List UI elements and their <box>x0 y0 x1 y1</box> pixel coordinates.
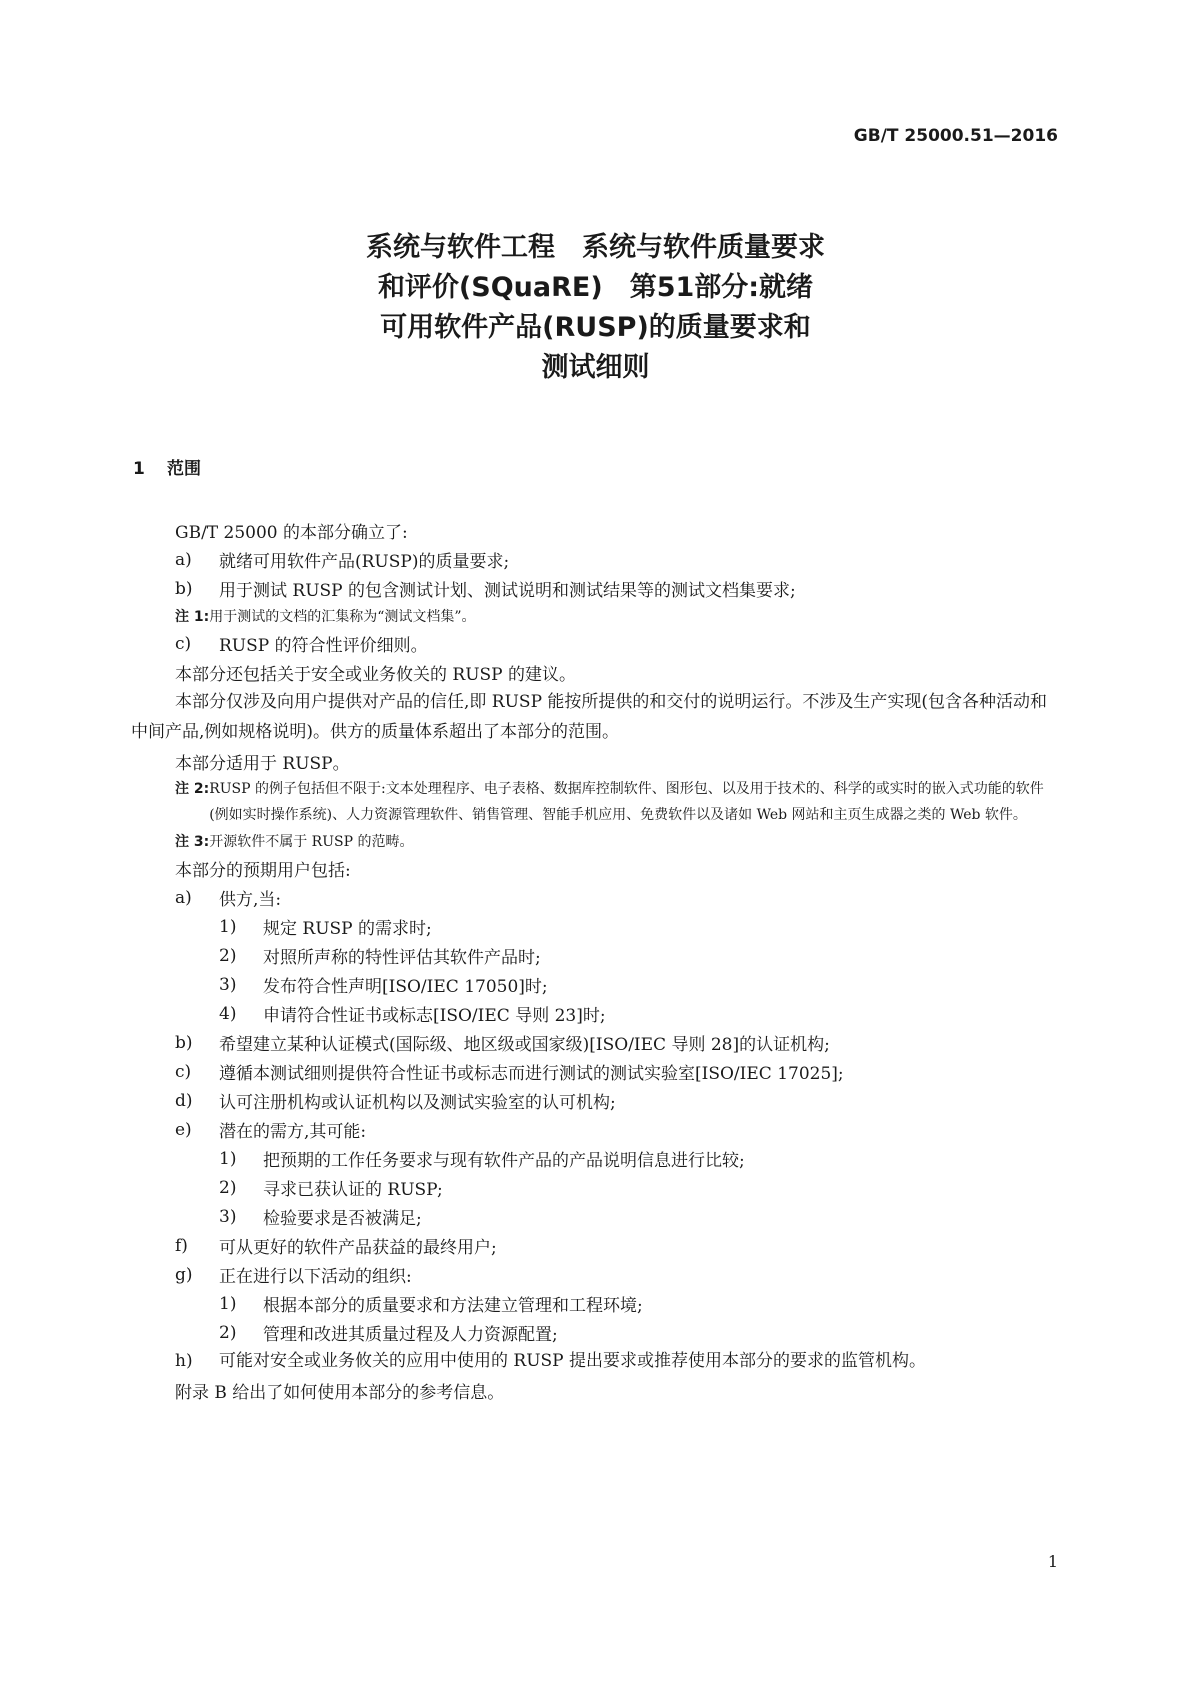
sub-list-item <box>131 1289 1061 1318</box>
standard-code: GB/T 25000.51—2016 <box>853 126 1058 146</box>
list-text: 认可注册机构或认证机构以及测试实验室的认可机构; <box>219 1093 616 1113</box>
list-item <box>131 1260 1061 1289</box>
list-marker: c) <box>175 1061 192 1082</box>
note-label: 注 3: <box>175 834 210 850</box>
list-text: 可从更好的软件产品获益的最终用户; <box>219 1238 497 1258</box>
list-text: 把预期的工作任务要求与现有软件产品的产品说明信息进行比较; <box>263 1151 745 1171</box>
list-marker: 1) <box>219 1293 237 1314</box>
list-marker: b) <box>175 1032 193 1053</box>
note <box>131 603 1061 629</box>
document-body <box>131 516 1061 1405</box>
paragraph: 本部分适用于 RUSP。 <box>175 754 350 774</box>
list-item <box>131 1231 1061 1260</box>
list-marker: 3) <box>219 974 237 995</box>
list-marker: a) <box>175 549 192 570</box>
list-text: 正在进行以下活动的组织: <box>219 1267 412 1287</box>
list-marker: 2) <box>219 1322 237 1343</box>
list-item <box>131 545 1061 574</box>
list-marker: c) <box>175 633 192 654</box>
paragraph: 本部分还包括关于安全或业务攸关的 RUSP 的建议。 <box>175 665 577 685</box>
list-text: 可能对安全或业务攸关的应用中使用的 RUSP 提出要求或推荐使用本部分的要求的监管机构。 <box>219 1351 927 1371</box>
title-line: 可用软件产品(RUSP)的质量要求和 <box>380 312 811 343</box>
note-text: RUSP 的例子包括但不限于:文本处理程序、电子表格、数据库控制软件、图形包、以及用于技术的、科学的或实时的嵌入式功能的软件(例如实时操作系统)、人力资源管理软件、销售管理、智能手机应用、免费软件以及诸如 Web 网站和主页生成器之类的 Web 软件。 <box>209 781 1044 823</box>
sub-list-item <box>131 1173 1061 1202</box>
list-marker: 4) <box>219 1003 237 1024</box>
list-text: 用于测试 RUSP 的包含测试计划、测试说明和测试结果等的测试文档集要求; <box>219 581 796 601</box>
list-item <box>131 629 1061 658</box>
list-item <box>131 1115 1061 1144</box>
list-text: 对照所声称的特性评估其软件产品时; <box>263 948 541 968</box>
list-text: 希望建立某种认证模式(国际级、地区级或国家级)[ISO/IEC 导则 28]的认证机构; <box>219 1035 830 1055</box>
list-marker: g) <box>175 1264 193 1285</box>
list-marker: h) <box>175 1351 193 1371</box>
list-item <box>131 1028 1061 1057</box>
title-line: 测试细则 <box>541 352 650 383</box>
sub-list-item <box>131 970 1061 999</box>
page-number: 1 <box>1047 1552 1058 1571</box>
note-text: 开源软件不属于 RUSP 的范畴。 <box>209 834 414 850</box>
list-text: 潜在的需方,其可能: <box>219 1122 367 1142</box>
list-marker: b) <box>175 578 193 599</box>
section-title: 范围 <box>167 459 201 479</box>
list-marker: e) <box>175 1119 192 1140</box>
list-item <box>131 883 1061 912</box>
list-item <box>131 1347 1061 1376</box>
note <box>131 776 1061 828</box>
list-text: 规定 RUSP 的需求时; <box>263 919 432 939</box>
paragraph: 本部分的预期用户包括: <box>175 861 351 881</box>
list-text: 遵循本测试细则提供符合性证书或标志而进行测试的测试实验室[ISO/IEC 17025]; <box>219 1064 844 1084</box>
list-text: 申请符合性证书或标志[ISO/IEC 导则 23]时; <box>263 1006 606 1026</box>
list-text: 检验要求是否被满足; <box>263 1209 422 1229</box>
title-line: 系统与软件工程 系统与软件质量要求 <box>366 232 825 263</box>
list-text: 管理和改进其质量过程及人力资源配置; <box>263 1325 558 1345</box>
sub-list-item <box>131 1144 1061 1173</box>
section-number: 1 <box>133 459 145 479</box>
title-line: 和评价(SQuaRE) 第51部分:就绪 <box>377 272 814 303</box>
list-text: 根据本部分的质量要求和方法建立管理和工程环境; <box>263 1296 643 1316</box>
list-text: RUSP 的符合性评价细则。 <box>219 636 428 656</box>
list-marker: 3) <box>219 1206 237 1227</box>
paragraph: GB/T 25000 的本部分确立了: <box>175 523 408 543</box>
list-text: 寻求已获认证的 RUSP; <box>263 1180 443 1200</box>
list-marker: f) <box>175 1235 188 1256</box>
list-marker: 2) <box>219 945 237 966</box>
sub-list-item <box>131 912 1061 941</box>
list-marker: 1) <box>219 1148 237 1169</box>
sub-list-item <box>131 1202 1061 1231</box>
section-heading <box>133 454 201 479</box>
note-text: 用于测试的文档的汇集称为“测试文档集”。 <box>209 609 476 625</box>
paragraph: 本部分仅涉及向用户提供对产品的信任,即 RUSP 能按所提供的和交付的说明运行。不涉及生产实现(包含各种活动和中间产品,例如规格说明)。供方的质量体系超出了本部分的范围。 <box>131 692 1048 742</box>
document-title <box>0 228 1191 388</box>
sub-list-item <box>131 999 1061 1028</box>
sub-list-item <box>131 1318 1061 1347</box>
note <box>131 828 1061 854</box>
list-marker: 1) <box>219 916 237 937</box>
list-marker: d) <box>175 1090 193 1111</box>
list-text: 供方,当: <box>219 890 282 910</box>
list-item <box>131 574 1061 603</box>
list-marker: 2) <box>219 1177 237 1198</box>
sub-list-item <box>131 941 1061 970</box>
list-marker: a) <box>175 887 192 908</box>
note-label: 注 1: <box>175 609 210 625</box>
list-item <box>131 1057 1061 1086</box>
list-text: 就绪可用软件产品(RUSP)的质量要求; <box>219 552 510 572</box>
list-text: 发布符合性声明[ISO/IEC 17050]时; <box>263 977 548 997</box>
note-label: 注 2: <box>175 781 210 797</box>
paragraph: 附录 B 给出了如何使用本部分的参考信息。 <box>175 1383 505 1403</box>
list-item <box>131 1086 1061 1115</box>
